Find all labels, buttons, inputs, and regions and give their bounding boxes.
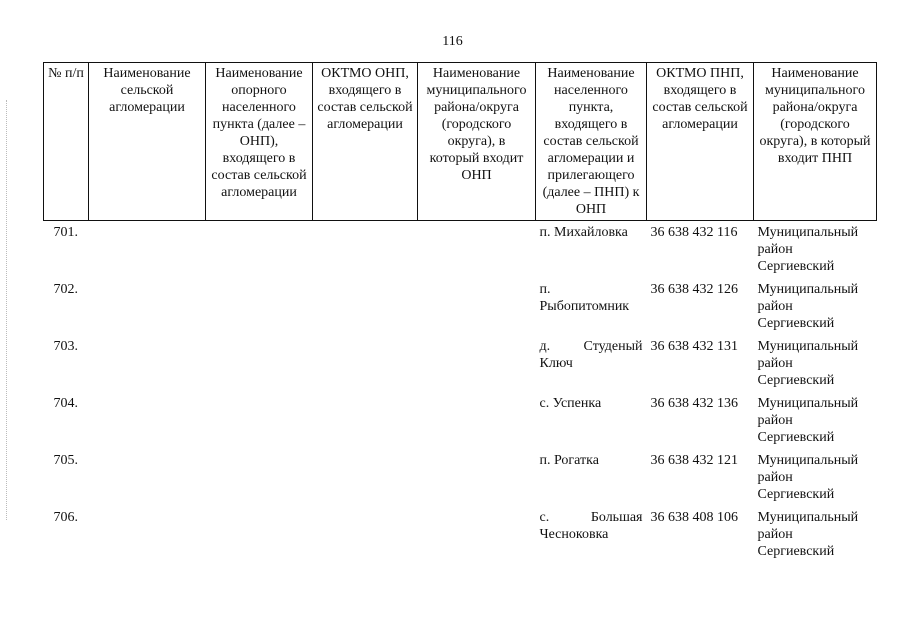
onp-district-cell xyxy=(418,506,536,563)
pnp-oktmo-cell: 36 638 432 116 xyxy=(650,225,738,240)
agglomeration-name-cell xyxy=(89,449,206,506)
page-number: 116 xyxy=(442,34,463,49)
scan-edge-marks xyxy=(6,100,8,520)
onp-name-cell xyxy=(206,392,313,449)
agglomeration-name-cell xyxy=(89,392,206,449)
header-onp-district: Наименование муниципального района/округа (городского округа), в который входит ОНП xyxy=(418,63,536,221)
onp-district-cell xyxy=(418,392,536,449)
table-row xyxy=(44,335,877,392)
table-header xyxy=(44,63,877,221)
onp-name-cell xyxy=(206,506,313,563)
header-pnp-oktmo: ОКТМО ПНП, входящего в состав сельской агломерации xyxy=(647,63,754,221)
pnp-oktmo-cell: 36 638 432 131 xyxy=(650,338,738,354)
pnp-name-cell: п. Рогатка xyxy=(539,452,599,468)
onp-district-cell xyxy=(418,278,536,335)
onp-name-cell xyxy=(206,449,313,506)
pnp-oktmo-cell: 36 638 432 136 xyxy=(650,395,738,411)
onp-name-cell xyxy=(206,335,313,392)
agglomeration-name-cell xyxy=(89,278,206,335)
onp-oktmo-cell xyxy=(313,506,418,563)
pnp-name-cell: с. Большая Чесноковка xyxy=(539,509,643,542)
onp-name-cell xyxy=(206,221,313,278)
table-row xyxy=(44,449,877,506)
header-agglomeration-name: Наименование сельской агломерации xyxy=(89,63,206,221)
header-pnp-name: Наименование населенного пункта, входящего в состав сельской агломерации и прилегающего (далее – ПНП) к ОНП xyxy=(536,63,647,221)
onp-oktmo-cell xyxy=(313,335,418,392)
agglomeration-name-cell xyxy=(89,506,206,563)
pnp-name-cell: п. Михайловка xyxy=(539,225,628,240)
header-pnp-district: Наименование муниципального района/округа (городского округа), в который входит ПНП xyxy=(754,63,877,221)
pnp-district-cell: Муниципальный район Сергиевский xyxy=(757,395,859,445)
row-number-cell: 701. xyxy=(53,225,78,240)
onp-oktmo-cell xyxy=(313,392,418,449)
pnp-district-cell: Муниципальный район Сергиевский xyxy=(757,452,859,502)
table-row xyxy=(44,278,877,335)
header-number: № п/п xyxy=(44,63,89,221)
onp-oktmo-cell xyxy=(313,221,418,278)
agglomeration-name-cell xyxy=(89,335,206,392)
pnp-name-cell: п. Рыбопитомник xyxy=(539,281,630,314)
onp-district-cell xyxy=(418,449,536,506)
pnp-oktmo-cell: 36 638 432 126 xyxy=(650,281,738,297)
row-number-cell: 704. xyxy=(53,395,78,411)
pnp-district-cell: Муниципальный район Сергиевский xyxy=(757,338,859,388)
header-row xyxy=(44,63,877,221)
agglomeration-name-cell xyxy=(89,221,206,278)
pnp-district-cell: Муниципальный район Сергиевский xyxy=(757,281,859,331)
onp-oktmo-cell xyxy=(313,278,418,335)
table-row xyxy=(44,506,877,563)
onp-name-cell xyxy=(206,278,313,335)
pnp-district-cell: Муниципальный район Сергиевский xyxy=(757,225,859,274)
onp-district-cell xyxy=(418,335,536,392)
table-row xyxy=(44,221,877,278)
pnp-oktmo-cell: 36 638 408 106 xyxy=(650,509,738,525)
row-number-cell: 703. xyxy=(53,338,78,354)
header-onp-name: Наименование опорного населенного пункта (далее – ОНП), входящего в состав сельской агломерации xyxy=(206,63,313,221)
pnp-name-cell: с. Успенка xyxy=(539,395,602,411)
table-row xyxy=(44,392,877,449)
pnp-name-cell: д. Студеный Ключ xyxy=(539,338,643,371)
header-onp-oktmo: ОКТМО ОНП, входящего в состав сельской агломерации xyxy=(313,63,418,221)
onp-oktmo-cell xyxy=(313,449,418,506)
table-body xyxy=(44,221,877,563)
row-number-cell: 706. xyxy=(53,509,78,525)
agglomeration-table xyxy=(43,62,877,563)
pnp-oktmo-cell: 36 638 432 121 xyxy=(650,452,738,468)
onp-district-cell xyxy=(418,221,536,278)
row-number-cell: 705. xyxy=(53,452,78,468)
pnp-district-cell: Муниципальный район Сергиевский xyxy=(757,509,859,559)
row-number-cell: 702. xyxy=(53,281,78,297)
